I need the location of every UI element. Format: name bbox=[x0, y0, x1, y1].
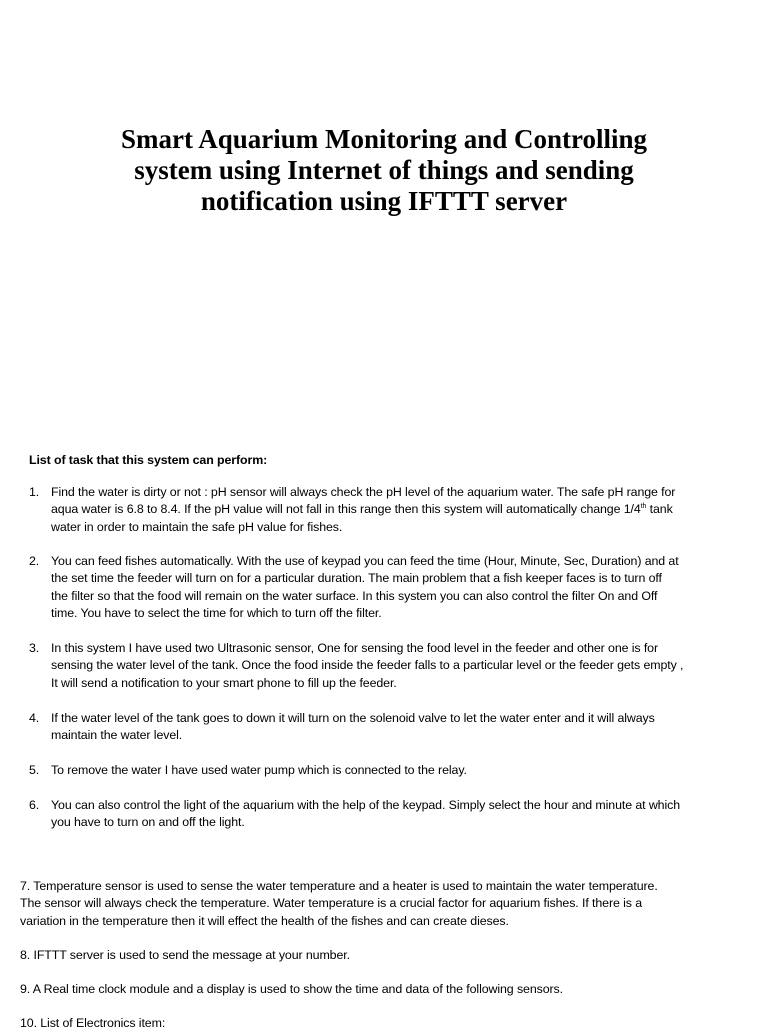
task-line: the set time the feeder will turn on for a particular duration. The main problem that a fish keeper faces is to turn off bbox=[51, 571, 662, 586]
task-number: 2. bbox=[29, 554, 40, 568]
paragraph-line: variation in the temperature then it will effect the health of the fishes and can create dieses. bbox=[20, 913, 509, 928]
task-line: water in order to maintain the safe pH value for fishes. bbox=[51, 519, 343, 534]
paragraph-line: 9. A Real time clock module and a display is used to show the time and data of the following sensors. bbox=[20, 982, 563, 996]
task-line: sensing the water level of the tank. Once the food inside the feeder falls to a particular level or the feeder gets empty , bbox=[51, 658, 684, 673]
task-number: 1. bbox=[29, 485, 40, 499]
task-number: 3. bbox=[29, 641, 40, 655]
task-item-4 bbox=[29, 710, 749, 745]
task-list-heading: List of task that this system can perform: bbox=[29, 453, 268, 467]
task-line: Find the water is dirty or not : pH sensor will always check the pH level of the aquarium water. The safe pH range for bbox=[51, 485, 676, 499]
task-number: 5. bbox=[29, 763, 40, 777]
task-item-6 bbox=[29, 797, 749, 832]
paragraph-line: 8. IFTTT server is used to send the message at your number. bbox=[20, 948, 350, 962]
document-title bbox=[60, 124, 708, 217]
task-line: To remove the water I have used water pump which is connected to the relay. bbox=[51, 763, 467, 777]
task-line: the filter so that the food will remain on the water surface. In this system you can also control the filter On and Off bbox=[51, 588, 658, 603]
task-item-3 bbox=[29, 640, 749, 692]
paragraph-item-7 bbox=[20, 878, 755, 930]
task-line: time. You have to select the time for which to turn off the filter. bbox=[51, 605, 382, 620]
title-line-1: Smart Aquarium Monitoring and Controlling bbox=[120, 124, 648, 154]
paragraph-item-8 bbox=[20, 947, 755, 964]
task-item-5 bbox=[29, 762, 749, 779]
task-line: You can feed fishes automatically. With the use of keypad you can feed the time (Hour, Minute, Sec, Duration) and at bbox=[51, 554, 679, 568]
task-line: You can also control the light of the aquarium with the help of the keypad. Simply select the hour and minute at which bbox=[51, 798, 680, 812]
task-item-2 bbox=[29, 553, 749, 622]
task-line: If the water level of the tank goes to down it will turn on the solenoid valve to let the water enter and it will always bbox=[51, 711, 655, 725]
paragraph-item-9 bbox=[20, 981, 755, 998]
paragraph-line: 10. List of Electronics item: bbox=[20, 1016, 166, 1030]
superscript-th: th bbox=[640, 503, 647, 511]
task-line: maintain the water level. bbox=[51, 728, 183, 743]
task-line: aqua water is 6.8 to 8.4. If the pH value will not fall in this range then this system will automatically change 1/4th tank bbox=[51, 502, 673, 517]
task-line: It will send a notification to your smart phone to fill up the feeder. bbox=[51, 675, 397, 690]
title-line-2: system using Internet of things and sending bbox=[134, 155, 634, 185]
task-number: 6. bbox=[29, 798, 40, 812]
title-line-3: notification using IFTTT server bbox=[200, 186, 568, 216]
task-item-1 bbox=[29, 484, 749, 536]
paragraph-line: The sensor will always check the temperature. Water temperature is a crucial factor for aquarium fishes. If there is a bbox=[20, 896, 642, 911]
task-line: In this system I have used two Ultrasonic sensor, One for sensing the food level in the feeder and other one is for bbox=[51, 641, 658, 655]
paragraph-line: 7. Temperature sensor is used to sense the water temperature and a heater is used to maintain the water temperature. bbox=[20, 879, 658, 893]
task-line: you have to turn on and off the light. bbox=[51, 815, 245, 830]
task-number: 4. bbox=[29, 711, 40, 725]
